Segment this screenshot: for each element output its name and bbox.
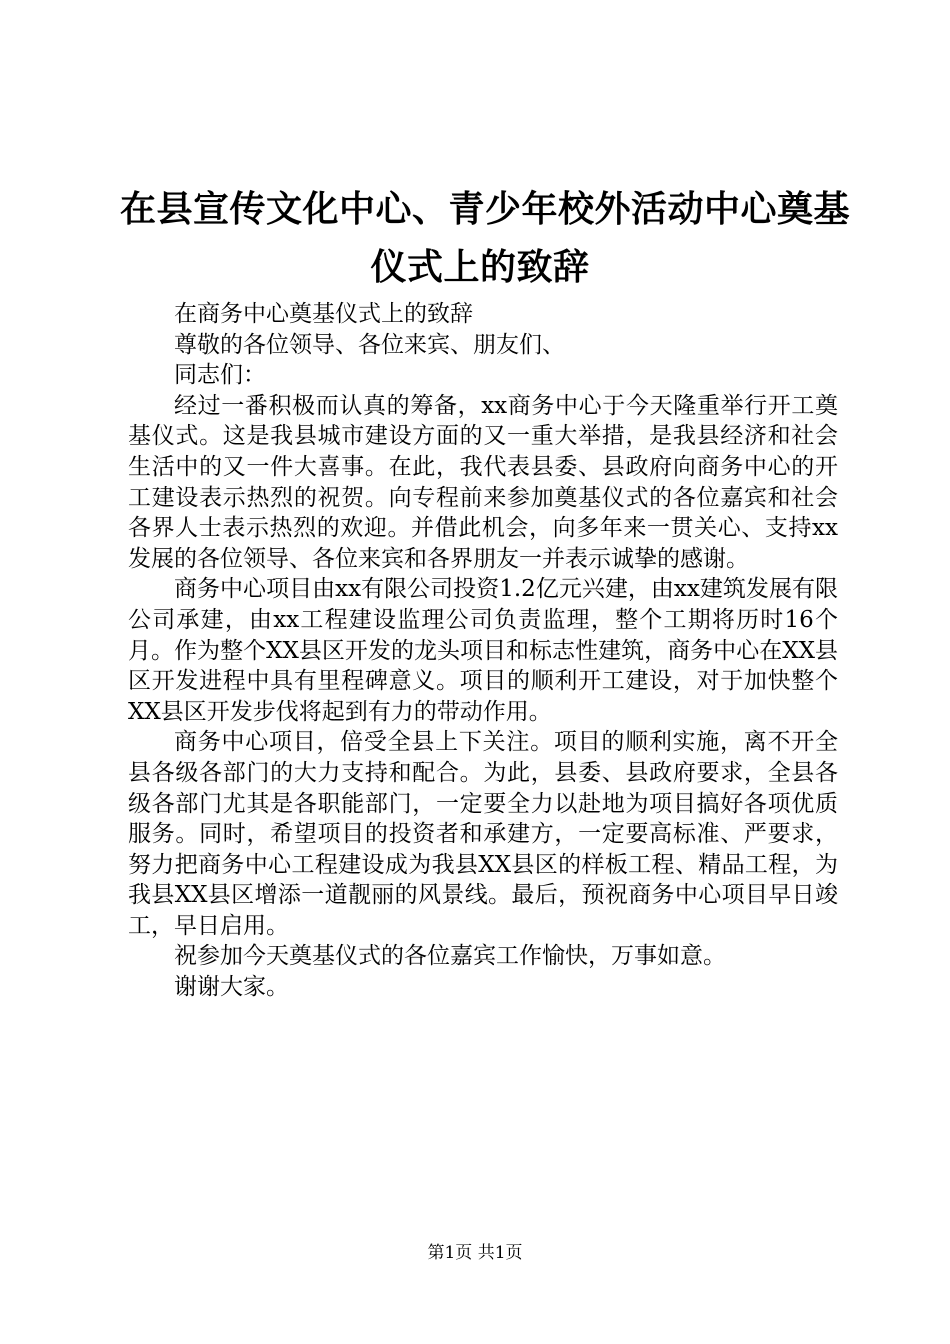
page-number-footer: 第1页 共1页: [427, 1243, 523, 1263]
document-title: [120, 180, 851, 296]
paragraph-project-info: 商务中心项目由xx有限公司投资1.2亿元兴建，由xx建筑发展有限公司承建，由xx工程建设监理公司负责监理，整个工期将历时16个月。作为整个XX县区开发的龙头项目和标志性建筑，商务中心在XX县区开发进程中具有里程碑意义。项目的顺利开工建设，对于加快整个XX县区开发步伐将起到有力的带动作用。: [128, 576, 838, 725]
paragraph-opening: 经过一番积极而认真的筹备，xx商务中心于今天隆重举行开工奠基仪式。这是我县城市建设方面的又一重大举措，是我县经济和社会生活中的又一件大喜事。在此，我代表县委、县政府向商务中心的开工建设表示热烈的祝贺。向专程前来参加奠基仪式的各位嘉宾和社会各界人士表示热烈的欢迎。并借此机会，向多年来一贯关心、支持xx发展的各位领导、各位来宾和各界朋友一并表示诚挚的感谢。: [128, 392, 838, 572]
closing-thanks: 谢谢大家。: [174, 974, 289, 1001]
salutation-continued: 同志们：: [174, 362, 266, 389]
document-body: [128, 299, 838, 1003]
salutation: 尊敬的各位领导、各位来宾、朋友们、: [174, 331, 565, 358]
title-line-2: 仪式上的致辞: [370, 246, 590, 288]
speech-heading: 在商务中心奠基仪式上的致辞: [174, 301, 473, 327]
closing-wishes: 祝参加今天奠基仪式的各位嘉宾工作愉快，万事如意。: [174, 943, 726, 970]
title-line-1: 在县宣传文化中心、青少年校外活动中心奠基: [120, 188, 851, 230]
paragraph-support: 商务中心项目，倍受全县上下关注。项目的顺利实施，离不开全县各级各部门的大力支持和配合。为此，县委、县政府要求，全县各级各部门尤其是各职能部门，一定要全力以赴地为项目搞好各项优质服务。同时，希望项目的投资者和承建方，一定要高标准、严要求，努力把商务中心工程建设成为我县XX县区的样板工程、精品工程，为我县XX县区增添一道靓丽的风景线。最后，预祝商务中心项目早日竣工，早日启用。: [128, 729, 838, 939]
